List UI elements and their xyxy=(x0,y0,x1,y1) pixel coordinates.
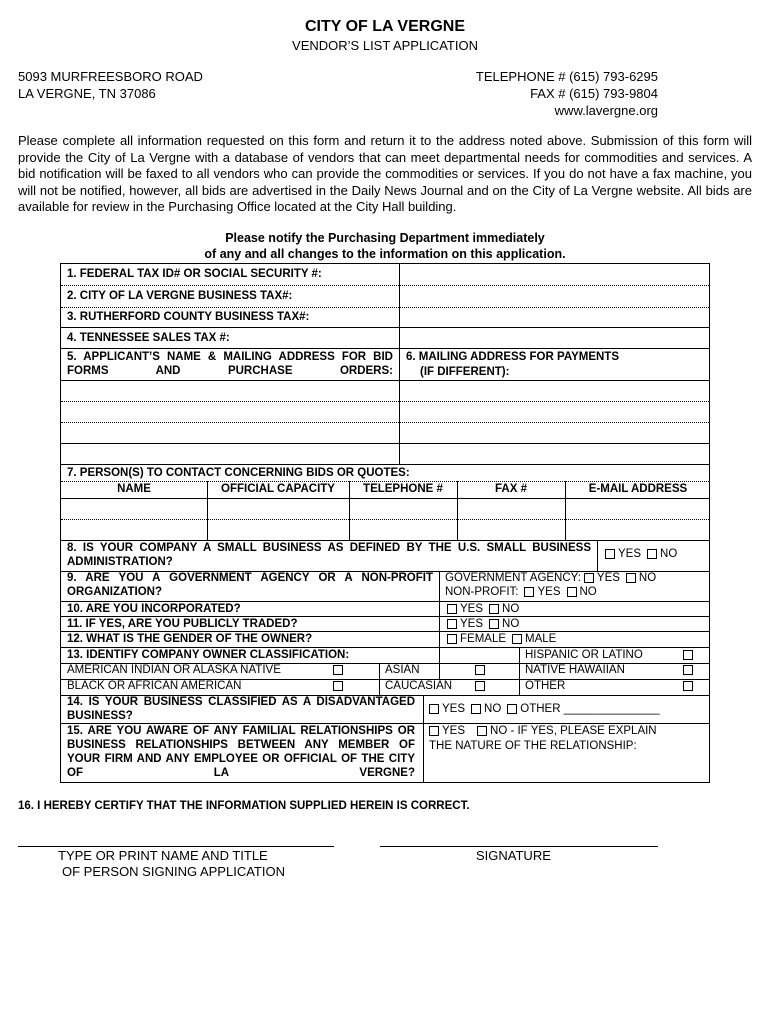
q14-yes-checkbox[interactable] xyxy=(429,704,439,714)
no-label: NO xyxy=(638,572,657,584)
gov-agency-label: GOVERNMENT AGENCY: xyxy=(445,572,581,584)
no-label: NO xyxy=(579,586,597,598)
q6-label-1: 6. MAILING ADDRESS FOR PAYMENTS xyxy=(406,351,619,363)
q10-options xyxy=(447,602,519,616)
no-label: NO xyxy=(502,603,520,615)
yes-label: YES xyxy=(460,618,484,630)
q8-label: 8. IS YOUR COMPANY A SMALL BUSINESS AS DEFINED BY THE U.S. SMALL BUSINESS ADMINISTRATION? xyxy=(67,542,591,568)
divider xyxy=(457,481,458,540)
q15-yes-checkbox[interactable] xyxy=(429,726,439,736)
male-checkbox[interactable] xyxy=(512,634,522,644)
divider xyxy=(61,519,709,520)
name-title-line-1: TYPE OR PRINT NAME AND TITLE xyxy=(58,848,268,863)
address-line-2: LA VERGNE, TN 37086 xyxy=(18,86,156,101)
signature-label: SIGNATURE xyxy=(476,848,551,863)
asian-label: ASIAN xyxy=(385,664,420,676)
q8-options xyxy=(605,547,677,561)
q2-label: 2. CITY OF LA VERGNE BUSINESS TAX#: xyxy=(67,290,293,302)
divider xyxy=(61,348,709,349)
notice-line-1: Please notify the Purchasing Department immediately xyxy=(225,231,545,245)
male-label: MALE xyxy=(525,633,557,645)
np-yes-checkbox[interactable] xyxy=(524,587,534,597)
divider xyxy=(61,380,709,381)
divider xyxy=(61,498,709,499)
divider xyxy=(399,264,400,464)
q14-label: 14. IS YOUR BUSINESS CLASSIFIED AS A DISADVANTAGED BUSINESS? xyxy=(67,696,415,722)
divider xyxy=(61,464,709,465)
divider xyxy=(61,327,709,328)
q11-label: 11. IF YES, ARE YOU PUBLICLY TRADED? xyxy=(67,618,298,630)
black-label: BLACK OR AFRICAN AMERICAN xyxy=(67,680,242,692)
yes-label: YES xyxy=(618,548,642,560)
non-profit-label: NON-PROFIT: xyxy=(445,586,519,598)
q10-yes-checkbox[interactable] xyxy=(447,604,457,614)
mailing-address xyxy=(18,68,203,102)
contact-info xyxy=(476,68,658,119)
asian-checkbox[interactable] xyxy=(475,665,485,675)
hispanic-checkbox[interactable] xyxy=(683,650,693,660)
page-title: CITY OF LA VERGNE xyxy=(304,18,465,35)
q7-label: 7. PERSON(S) TO CONTACT CONCERNING BIDS OR QUOTES: xyxy=(67,467,410,479)
q9-label: 9. ARE YOU A GOVERNMENT AGENCY OR A NON-PROFIT ORGANIZATION? xyxy=(67,572,433,598)
website-text: www.lavergne.org xyxy=(554,103,658,118)
no-label: NO xyxy=(502,618,520,630)
q12-label: 12. WHAT IS THE GENDER OF THE OWNER? xyxy=(67,633,313,645)
divider xyxy=(423,695,424,783)
q15-label: 15. ARE YOU AWARE OF ANY FAMILIAL RELATIONSHIPS OR BUSINESS RELATIONSHIPS BETWEEN ANY MEMBER OF YOUR FIRM AND ANY EMPLOYEE OR OFFICIAL OF THE CITY OF LA VERGNE? xyxy=(67,725,415,779)
yes-label: YES xyxy=(460,603,484,615)
q6-label-2: (IF DIFFERENT): xyxy=(420,366,510,378)
divider xyxy=(565,481,566,540)
q8-no-checkbox[interactable] xyxy=(647,549,657,559)
q14-other-checkbox[interactable] xyxy=(507,704,517,714)
divider xyxy=(597,540,598,571)
divider xyxy=(61,401,709,402)
q5-label: 5. APPLICANT’S NAME & MAILING ADDRESS FOR BID FORMS AND PURCHASE ORDERS: xyxy=(67,351,393,377)
col-official-capacity: OFFICIAL CAPACITY xyxy=(221,483,335,495)
divider xyxy=(349,481,350,540)
address-line-1: 5093 MURFREESBORO ROAD xyxy=(18,69,203,84)
application-form xyxy=(60,263,710,783)
notice xyxy=(0,230,770,262)
q10-label: 10. ARE YOU INCORPORATED? xyxy=(67,603,241,615)
american-indian-checkbox[interactable] xyxy=(333,665,343,675)
female-label: FEMALE xyxy=(460,633,507,645)
other-label: OTHER _______________ xyxy=(520,703,660,715)
q15-no-checkbox[interactable] xyxy=(477,726,487,736)
intro-paragraph: Please complete all information requested on this form and return it to the address noted above. Submission of this form will provide the City of La Vergne with a database of vendors that can meet departmental needs for commodities and services. A bid notification will be faxed to all vendors who can provide the commodities or services. If you do not have a fax machine, you will not be notified, however, all bids are advertised in the Daily News Journal and on the City of La Vergne website. All bids are available for review in the Purchasing Office located at the City Hall building. xyxy=(18,133,752,214)
col-fax: FAX # xyxy=(495,483,527,495)
caucasian-label: CAUCASIAN xyxy=(385,680,453,692)
yes-label: YES xyxy=(442,703,466,715)
q10-no-checkbox[interactable] xyxy=(489,604,499,614)
np-no-checkbox[interactable] xyxy=(567,587,577,597)
native-hawaiian-checkbox[interactable] xyxy=(683,665,693,675)
caucasian-checkbox[interactable] xyxy=(475,681,485,691)
q12-options xyxy=(447,632,556,646)
q9-np-options xyxy=(445,585,597,599)
q1-label: 1. FEDERAL TAX ID# OR SOCIAL SECURITY #: xyxy=(67,268,322,280)
no-explain-label: NO - IF YES, PLEASE EXPLAIN xyxy=(490,725,657,737)
name-title-label xyxy=(58,848,285,880)
q14-options xyxy=(429,702,660,716)
divider xyxy=(207,481,208,540)
fax-text: FAX # (615) 793-9804 xyxy=(530,86,658,101)
q14-no-checkbox[interactable] xyxy=(471,704,481,714)
q15-nature-label: THE NATURE OF THE RELATIONSHIP: xyxy=(429,740,637,752)
no-label: NO xyxy=(484,703,502,715)
female-checkbox[interactable] xyxy=(447,634,457,644)
col-telephone: TELEPHONE # xyxy=(363,483,443,495)
certification-statement: 16. I HEREBY CERTIFY THAT THE INFORMATION SUPPLIED HEREIN IS CORRECT. xyxy=(18,800,470,812)
other-classification-label: OTHER xyxy=(525,680,566,692)
telephone-text: TELEPHONE # (615) 793-6295 xyxy=(475,69,658,84)
divider xyxy=(519,647,520,695)
gov-no-checkbox[interactable] xyxy=(626,573,636,583)
q9-gov-options xyxy=(445,571,656,585)
name-title-line-2: OF PERSON SIGNING APPLICATION xyxy=(62,864,285,879)
yes-label: YES xyxy=(596,572,620,584)
yes-label: YES xyxy=(442,725,466,737)
q15-options xyxy=(429,724,657,738)
divider xyxy=(61,285,709,286)
hispanic-label: HISPANIC OR LATINO xyxy=(525,649,643,661)
col-name: NAME xyxy=(117,483,151,495)
q11-options xyxy=(447,617,519,631)
divider xyxy=(61,443,709,444)
divider xyxy=(61,422,709,423)
divider xyxy=(61,307,709,308)
notice-line-2: of any and all changes to the information on this application. xyxy=(204,247,566,261)
signature-line[interactable] xyxy=(380,846,658,847)
no-label: NO xyxy=(660,548,678,560)
native-hawaiian-label: NATIVE HAWAIIAN xyxy=(525,664,625,676)
yes-label: YES xyxy=(537,586,561,598)
page-subtitle: VENDOR’S LIST APPLICATION xyxy=(292,38,478,53)
gov-yes-checkbox[interactable] xyxy=(584,573,594,583)
q11-no-checkbox[interactable] xyxy=(489,619,499,629)
q4-label: 4. TENNESSEE SALES TAX #: xyxy=(67,332,230,344)
american-indian-label: AMERICAN INDIAN OR ALASKA NATIVE xyxy=(67,664,281,676)
name-signature-line[interactable] xyxy=(18,846,334,847)
black-checkbox[interactable] xyxy=(333,681,343,691)
q13-label: 13. IDENTIFY COMPANY OWNER CLASSIFICATION: xyxy=(67,649,350,661)
q8-yes-checkbox[interactable] xyxy=(605,549,615,559)
q3-label: 3. RUTHERFORD COUNTY BUSINESS TAX#: xyxy=(67,311,310,323)
q11-yes-checkbox[interactable] xyxy=(447,619,457,629)
other-classification-checkbox[interactable] xyxy=(683,681,693,691)
col-email: E-MAIL ADDRESS xyxy=(588,483,688,495)
